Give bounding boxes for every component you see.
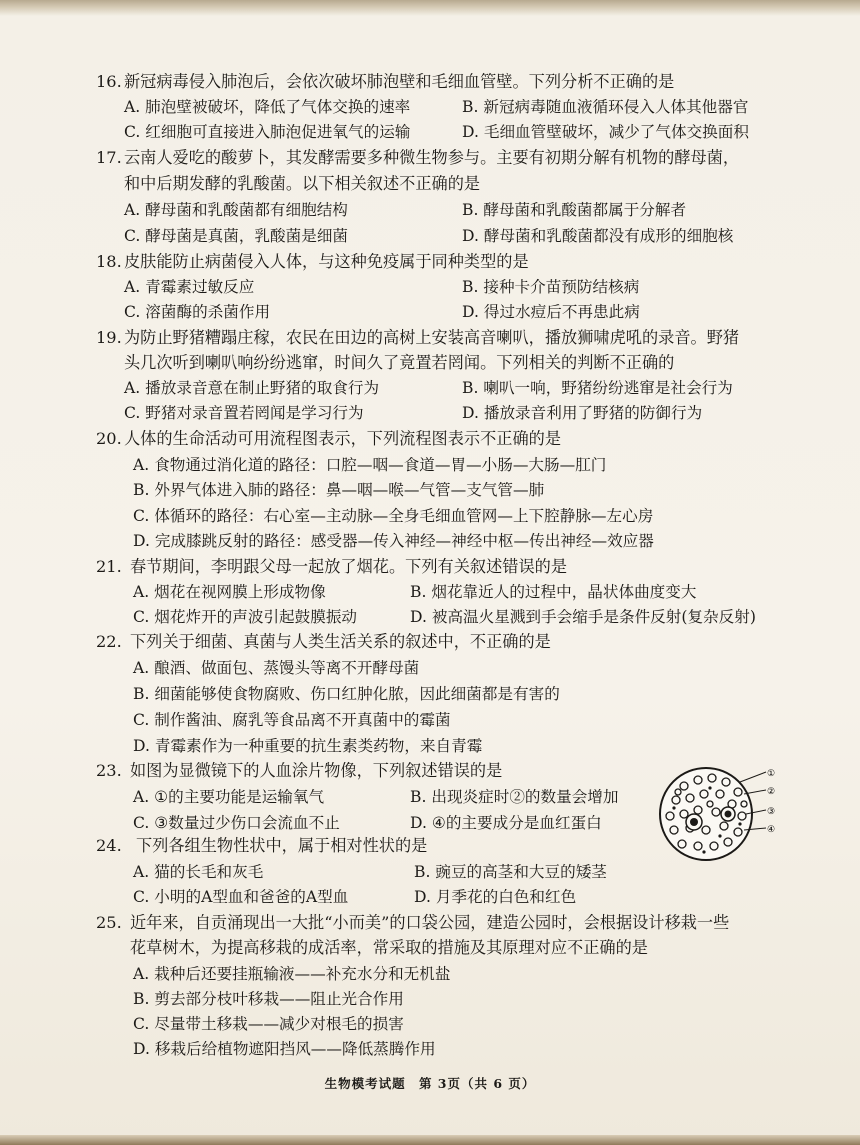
q18-option-a: A. 青霉素过敏反应 (124, 278, 255, 296)
question-25-stem-line2: 花草树木，为提高移栽的成活率，常采取的措施及其原理对应不正确的是 (130, 938, 648, 957)
q24-option-d: D. 月季花的白色和红色 (414, 888, 577, 906)
q18-option-b: B. 接种卡介苗预防结核病 (462, 278, 640, 296)
q21-option-d: D. 被高温火星溅到手会缩手是条件反射(复杂反射) (410, 608, 756, 626)
q19-option-a: A. 播放录音意在制止野猪的取食行为 (124, 379, 380, 397)
question-17-stem-line2: 和中后期发酵的乳酸菌。以下相关叙述不正确的是 (124, 174, 481, 193)
q17-option-b: B. 酵母菌和乳酸菌都属于分解者 (462, 201, 687, 219)
q23-option-c: C. ③数量过少伤口会流血不止 (133, 814, 340, 832)
q19-option-b: B. 喇叭一响，野猪纷纷逃窜是社会行为 (462, 379, 733, 397)
page-bottom-edge (0, 1135, 860, 1145)
q23-option-a: A. ①的主要功能是运输氧气 (133, 788, 325, 806)
q21-option-a: A. 烟花在视网膜上形成物像 (133, 583, 326, 601)
question-21-number: 21. (96, 557, 122, 576)
q23-option-b: B. 出现炎症时②的数量会增加 (410, 788, 619, 806)
question-17-number: 17. (96, 148, 122, 167)
question-16-stem: 新冠病毒侵入肺泡后，会依次破坏肺泡壁和毛细血管壁。下列分析不正确的是 (124, 72, 675, 91)
q25-option-a: A. 栽种后还要挂瓶输液——补充水分和无机盐 (133, 965, 451, 983)
question-17-stem-line1: 云南人爱吃的酸萝卜，其发酵需要多种微生物参与。主要有初期分解有机物的酵母菌， (124, 148, 740, 167)
q18-option-c: C. 溶菌酶的杀菌作用 (124, 303, 271, 321)
question-25-stem-line1: 近年来，自贡涌现出一大批“小而美”的口袋公园，建造公园时，会根据设计移栽一些 (130, 913, 730, 932)
q20-option-d: D. 完成膝跳反射的路径：感受器—传入神经—神经中枢—传出神经—效应器 (133, 532, 654, 550)
q16-option-a: A. 肺泡壁被破坏，降低了气体交换的速率 (124, 98, 411, 116)
question-20-number: 20. (96, 429, 122, 448)
question-21-stem: 春节期间，李明跟父母一起放了烟花。下列有关叙述错误的是 (130, 557, 568, 576)
question-25-number: 25. (96, 913, 122, 932)
q24-option-a: A. 猫的长毛和灰毛 (133, 863, 264, 881)
q19-option-c: C. 野猪对录音置若罔闻是学习行为 (124, 404, 364, 422)
label-3: ③ (767, 807, 776, 817)
q17-option-d: D. 酵母菌和乳酸菌都没有成形的细胞核 (462, 227, 734, 245)
page-footer (0, 1074, 860, 1092)
blood-smear-figure (654, 764, 784, 864)
q21-option-b: B. 烟花靠近人的过程中，晶状体曲度变大 (410, 583, 697, 601)
label-1: ① (767, 769, 776, 779)
question-16-number: 16. (96, 72, 122, 91)
q16-option-b: B. 新冠病毒随血液循环侵入人体其他器官 (462, 98, 749, 116)
question-24-number: 24. (96, 836, 122, 855)
question-22-number: 22. (96, 632, 122, 651)
question-19-stem-line2: 头几次听到喇叭响纷纷逃窜，时间久了竟置若罔闻。下列相关的判断不正确的 (124, 353, 675, 372)
question-23-stem: 如图为显微镜下的人血涂片物像，下列叙述错误的是 (130, 761, 503, 780)
q22-option-c: C. 制作酱油、腐乳等食品离不开真菌中的霉菌 (133, 711, 451, 729)
q25-option-b: B. 剪去部分枝叶移栽——阻止光合作用 (133, 990, 404, 1008)
question-18-number: 18. (96, 252, 122, 271)
q18-option-d: D. 得过水痘后不再患此病 (462, 303, 640, 321)
footer-subject: 生物模考试题 (324, 1076, 406, 1091)
label-2: ② (767, 787, 776, 797)
q22-option-d: D. 青霉素作为一种重要的抗生素类药物，来自青霉 (133, 737, 483, 755)
question-19-stem-line1: 为防止野猪糟蹋庄稼，农民在田边的高树上安装高音喇叭，播放狮啸虎吼的录音。野猪 (124, 328, 740, 347)
q16-option-d: D. 毛细血管壁破坏，减少了气体交换面积 (462, 123, 749, 141)
question-19-number: 19. (96, 328, 122, 347)
q24-option-b: B. 豌豆的高茎和大豆的矮茎 (414, 863, 607, 881)
q20-option-c: C. 体循环的路径：右心室—主动脉—全身毛细血管网—上下腔静脉—左心房 (133, 507, 654, 525)
question-18-stem: 皮肤能防止病菌侵入人体，与这种免疫属于同种类型的是 (124, 252, 529, 271)
question-24-stem: 下列各组生物性状中，属于相对性状的是 (136, 836, 428, 855)
q22-option-b: B. 细菌能够使食物腐败、伤口红肿化脓，因此细菌都是有害的 (133, 685, 560, 703)
q22-option-a: A. 酿酒、做面包、蒸馒头等离不开酵母菌 (133, 659, 420, 677)
q24-option-c: C. 小明的A型血和爸爸的A型血 (133, 888, 349, 906)
q25-option-c: C. 尽量带土移栽——减少对根毛的损害 (133, 1015, 404, 1033)
question-23-number: 23. (96, 761, 122, 780)
question-22-stem: 下列关于细菌、真菌与人类生活关系的叙述中，不正确的是 (130, 632, 551, 651)
q23-option-d: D. ④的主要成分是血红蛋白 (410, 814, 602, 832)
q16-option-c: C. 红细胞可直接进入肺泡促进氧气的运输 (124, 123, 411, 141)
q25-option-d: D. 移栽后给植物遮阳挡风——降低蒸腾作用 (133, 1040, 436, 1058)
question-20-stem: 人体的生命活动可用流程图表示，下列流程图表示不正确的是 (124, 429, 562, 448)
q20-option-b: B. 外界气体进入肺的路径：鼻—咽—喉—气管—支气管—肺 (133, 481, 545, 499)
q21-option-c: C. 烟花炸开的声波引起鼓膜振动 (133, 608, 358, 626)
q17-option-a: A. 酵母菌和乳酸菌都有细胞结构 (124, 201, 348, 219)
q17-option-c: C. 酵母菌是真菌，乳酸菌是细菌 (124, 227, 349, 245)
label-4: ④ (767, 825, 776, 835)
footer-page-number: 第 3页（共 6 页） (418, 1076, 536, 1091)
q19-option-d: D. 播放录音利用了野猪的防御行为 (462, 404, 703, 422)
q20-option-a: A. 食物通过消化道的路径：口腔—咽—食道—胃—小肠—大肠—肛门 (133, 456, 607, 474)
